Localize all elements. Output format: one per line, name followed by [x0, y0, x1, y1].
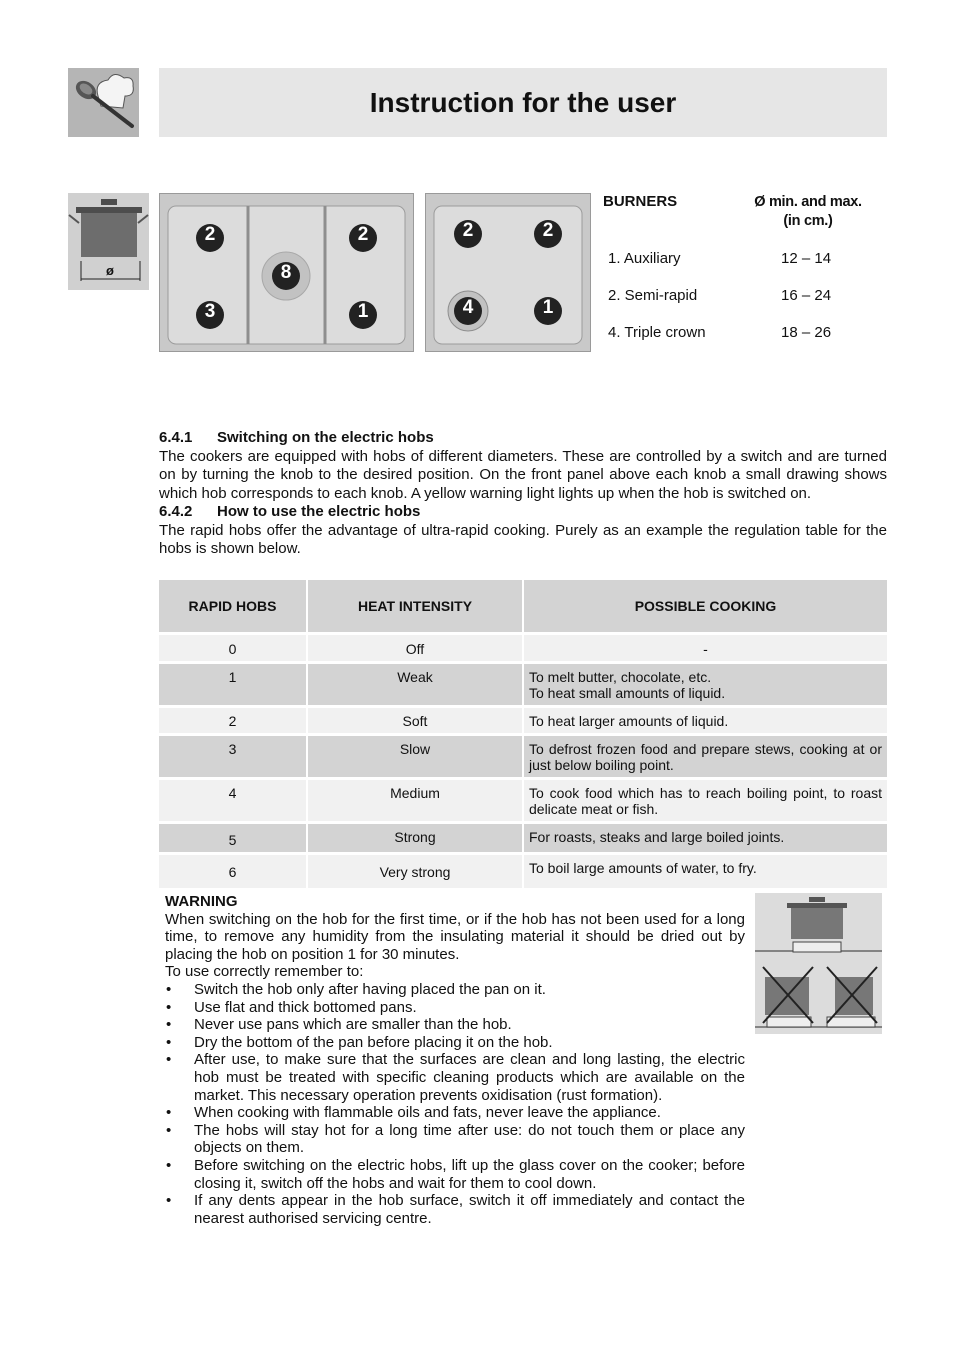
- burner-number: 8: [280, 262, 292, 283]
- table-row: [159, 780, 887, 821]
- hob-setting: 1: [159, 664, 306, 705]
- burner-range: 18 – 26: [781, 324, 832, 341]
- warning-lead: To use correctly remember to:: [165, 963, 364, 981]
- list-item: • After use, to make sure that the surfaces are clean and long lasting, the electric hob must be treated with specific cleaning products which are available on the market. This necessary operation prevents oxidisation (rust formation).: [165, 1051, 745, 1104]
- burner-number: 2: [204, 224, 216, 245]
- burner-name: 1. Auxiliary: [608, 250, 681, 267]
- possible-cooking: To cook food which has to reach boiling point, to roast delicate meat or fish.: [524, 780, 887, 821]
- burner-number: 2: [462, 220, 474, 241]
- list-item: • If any dents appear in the hob surface, switch it off immediately and contact the nearest authorised servicing centre.: [165, 1192, 745, 1227]
- hob-layout-image-b: [425, 193, 591, 352]
- section-title: How to use the electric hobs: [217, 503, 421, 520]
- chef-spoon-icon: [68, 68, 139, 137]
- table-row: [159, 855, 887, 888]
- warning-section: [165, 893, 745, 1227]
- table-row: [159, 664, 887, 705]
- burner-number: 4: [462, 297, 474, 318]
- burner-range: 16 – 24: [781, 287, 832, 304]
- burner-number: 1: [542, 297, 554, 318]
- hob-setting: 2: [159, 708, 306, 733]
- list-item: • Switch the hob only after having placed the pan on it.: [165, 981, 745, 999]
- pan-on-hob-icon: [755, 893, 882, 1034]
- table-row: [159, 824, 887, 852]
- column-header: RAPID HOBS: [159, 580, 306, 632]
- hob-setting: 4: [159, 780, 306, 821]
- section-switching-on: [159, 429, 887, 559]
- column-header: HEAT INTENSITY: [308, 580, 522, 632]
- hob-setting: 3: [159, 736, 306, 777]
- table-header-row: [159, 580, 887, 632]
- section-heading: [159, 503, 887, 522]
- cooking-line: To heat small amounts of liquid.: [529, 685, 726, 701]
- section-title: Switching on the electric hobs: [217, 429, 434, 446]
- burner-name: 4. Triple crown: [608, 324, 706, 341]
- table-row: [159, 635, 887, 661]
- diameter-label: ø: [106, 263, 114, 278]
- heat-intensity: Very strong: [308, 855, 522, 888]
- section-number: 6.4.1: [159, 429, 193, 446]
- section-body: The rapid hobs offer the advantage of ultra-rapid cooking. Purely as an example the regulation table for the hobs is shown below.: [159, 521, 887, 557]
- list-item: • When cooking with flammable oils and fats, never leave the appliance.: [165, 1104, 745, 1122]
- possible-cooking: To defrost frozen food and prepare stews, cooking at or just below boiling point.: [524, 736, 887, 777]
- section-number: 6.4.2: [159, 503, 193, 520]
- hob-setting: 6: [159, 855, 306, 888]
- hob-setting: 0: [159, 635, 306, 661]
- possible-cooking: [524, 664, 887, 705]
- pan-size-illustration: [755, 893, 882, 1034]
- possible-cooking: To boil large amounts of water, to fry.: [524, 855, 887, 888]
- table-row: [159, 708, 887, 733]
- burner-number: 2: [357, 224, 369, 245]
- heat-intensity: Soft: [308, 708, 522, 733]
- heat-intensity: Off: [308, 635, 522, 661]
- cooking-line: To melt butter, chocolate, etc.: [529, 669, 712, 685]
- pot-diameter-figure: [68, 193, 149, 290]
- burner-number: 3: [204, 301, 216, 322]
- table-row: [159, 736, 887, 777]
- burner-number: 1: [357, 301, 369, 322]
- heat-intensity: Weak: [308, 664, 522, 705]
- possible-cooking: -: [524, 635, 887, 661]
- burners-heading: BURNERS: [603, 193, 678, 210]
- list-item: • Dry the bottom of the pan before placing it on the hob.: [165, 1034, 745, 1052]
- list-item: • Use flat and thick bottomed pans.: [165, 999, 745, 1017]
- burner-number: 2: [542, 220, 554, 241]
- burner-name: 2. Semi-rapid: [608, 287, 698, 304]
- hob-setting: 5: [159, 824, 306, 852]
- possible-cooking: For roasts, steaks and large boiled joints.: [524, 824, 887, 852]
- list-item: • Before switching on the electric hobs, lift up the glass cover on the cooker; before closing it, switch off the hobs and wait for them to cool down.: [165, 1157, 745, 1192]
- title-bar: [159, 68, 887, 137]
- diameter-heading-unit: (in cm.): [783, 213, 833, 229]
- section-heading: [159, 429, 887, 448]
- list-item: • Never use pans which are smaller than the hob.: [165, 1016, 745, 1034]
- heat-intensity: Strong: [308, 824, 522, 852]
- heat-intensity: Medium: [308, 780, 522, 821]
- warning-title: WARNING: [165, 893, 238, 910]
- section-body: The cookers are equipped with hobs of different diameters. These are controlled by a switch and are turned on by turning the knob to the desired position. On the front panel above each knob a small drawing shows which hob corresponds to each knob. A yellow warning light lights up when the hob is switched on.: [159, 447, 887, 502]
- column-header: POSSIBLE COOKING: [524, 580, 887, 632]
- warning-list: [165, 981, 745, 1227]
- hob-layout-image-a: [159, 193, 414, 352]
- warning-intro: When switching on the hob for the first time, or if the hob has not been used for a long time, to remove any humidity from the insulating material it should be dried out by placing the hob on position 1 for 30 minutes.: [165, 910, 745, 963]
- list-item: • The hobs will stay hot for a long time after use: do not touch them or place any objects on them.: [165, 1122, 745, 1157]
- possible-cooking: To heat larger amounts of liquid.: [524, 708, 887, 733]
- burner-range: 12 – 14: [781, 250, 832, 267]
- heat-intensity: Slow: [308, 736, 522, 777]
- diameter-heading: [743, 193, 873, 231]
- chef-logo: [68, 68, 139, 137]
- diameter-heading-line1: Ø min. and max.: [754, 194, 862, 210]
- page-title: Instruction for the user: [369, 86, 677, 118]
